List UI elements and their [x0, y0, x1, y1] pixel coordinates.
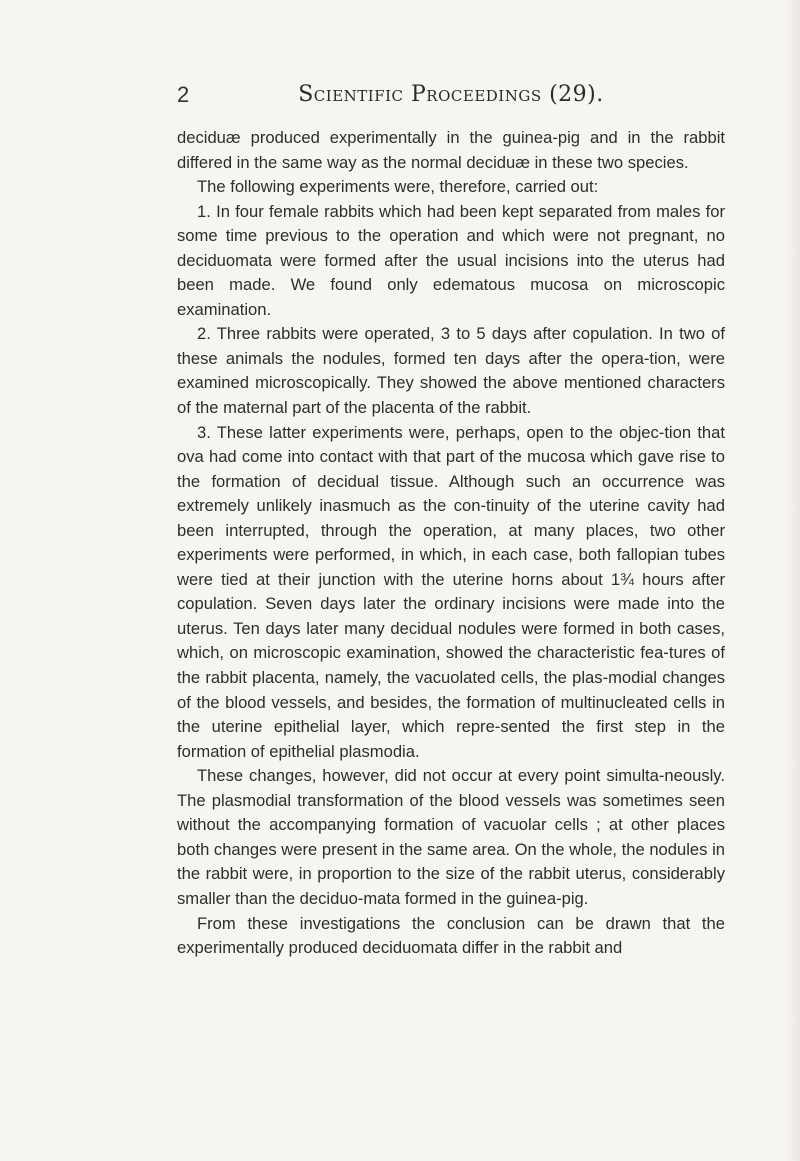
paragraph-experiment-3: 3. These latter experiments were, perhaps, open to the objec-tion that ova had come into contact with that part of the mucosa which gave rise to the formation of decidual tissue. Although such an occurrence was extremely unlikely inasmuch as the con-tinuity of the uterine cavity had been interrupted, through the operation, at many places, two other experiments were performed, in which, in each case, both fallopian tubes were tied at their junction with the uterine horns about 1¾ hours after copulation. Seven days later the ordinary incisions were made into the uterus. Ten days later many decidual nodules were formed in both cases, which, on microscopic examination, showed the characteristic fea-tures of the rabbit placenta, namely, the vacuolated cells, the plas-modial changes of the blood vessels, and besides, the formation of multinucleated cells in the uterine epithelial layer, which repre-sented the first step in the formation of epithelial plasmodia. [177, 422, 725, 761]
page-header [177, 82, 725, 112]
paragraph-changes: These changes, however, did not occur at every point simulta-neously. The plasmodial transformation of the blood vessels was sometimes seen without the accompanying formation of vacuolar cells ; at other places both changes were present in the same area. On the whole, the nodules in the rabbit were, in proportion to the size of the rabbit uterus, considerably smaller than the deciduo-mata formed in the guinea-pig. [177, 766, 725, 908]
body-text [177, 126, 725, 961]
running-head: Scientific Proceedings (29). [298, 82, 604, 107]
paragraph-experiment-2: 2. Three rabbits were operated, 3 to 5 days after copulation. In two of these animals the nodules, formed ten days after the opera-tion, were examined microscopically. They showed the above mentioned characters of the maternal part of the placenta of the rabbit. [177, 324, 725, 418]
page-edge-shadow [786, 0, 800, 1161]
paragraph-intro: The following experiments were, therefore, carried out: [197, 177, 599, 197]
paragraph-conclusion: From these investigations the conclusion can be drawn that the experimentally produced deciduomata differ in the rabbit and [177, 913, 725, 958]
paragraph-experiment-1: 1. In four female rabbits which had been kept separated from males for some time previous to the operation and which were not pregnant, no deciduomata were formed after the usual incisions into the uterus had been made. We found only edematous mucosa on microscopic examination. [177, 201, 725, 319]
paragraph-continuation: deciduæ produced experimentally in the guinea-pig and in the rabbit differed in the same way as the normal deciduæ in these two species. [177, 128, 725, 172]
page-number: 2 [177, 82, 190, 107]
